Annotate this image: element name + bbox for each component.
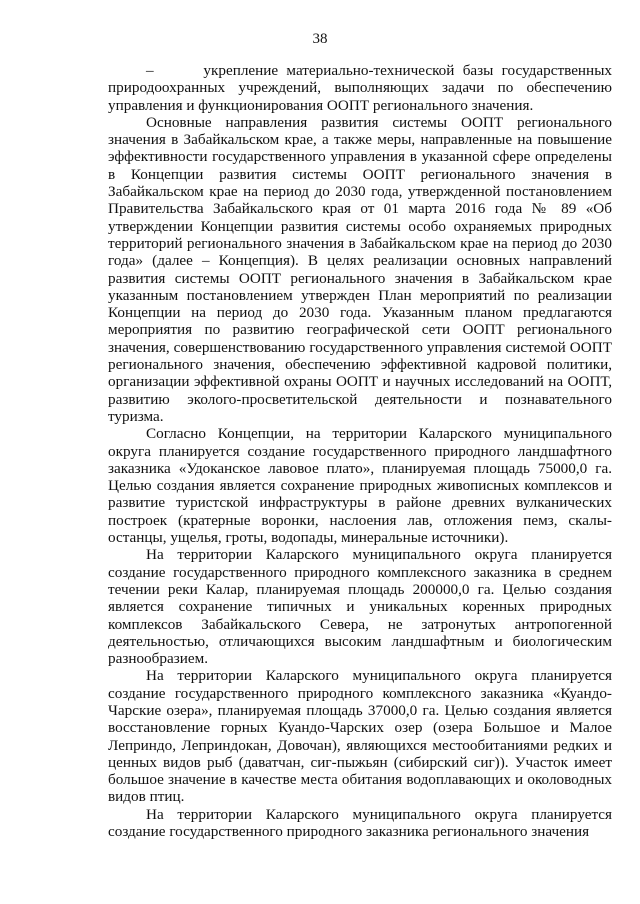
paragraph-bullet-material-base: – укрепление материально-технической базы государственных природоохранных учреждений, выполняющих задачи по обеспечению управления и функционирования ООПТ регионального значения. — [108, 62, 612, 114]
document-body — [108, 62, 612, 840]
page-number: 38 — [312, 31, 328, 47]
paragraph-kalar-river-reserve: На территории Каларского муниципального округа планируется создание государственного природного комплексного заказника в среднем течении реки Калар, планируемая площадь 200000,0 га. Целью создания является сохранение типичных и уникальных коренных природных комплексов Забайкальского Севера, не затронутых антропогенной деятельностью, отличающихся высоким ландшафтным и биологическим разнообразием. — [108, 546, 612, 668]
paragraph-kuando-chara-lakes: На территории Каларского муниципального округа планируется создание государственного природного комплексного заказника «Куандо-Чарские озера», планируемая площадь 37000,0 га. Целью создания является восстановление горных Куандо-Чарских озер (озера Большое и Малое Леприндо, Леприндокан, Довочан), являющихся местообитаниями редких и ценных видов рыб (даватчан, сиг-пыжьян (сибирский сиг)). Участок имеет большое значение в качестве места обитания водоплавающих и околоводных видов птиц. — [108, 667, 612, 806]
paragraph-regional-reserve: На территории Каларского муниципального округа планируется создание государственного природного заказника регионального значения — [108, 805, 612, 841]
paragraph-concept-directions: Основные направления развития системы ООПТ регионального значения в Забайкальском крае, а также меры, направленные на повышение эффективности государственного управления в указанной сфере определены в Концепции развития системы ООПТ регионального значения в Забайкальском крае на период до 2030 года, утвержденной постановлением Правительства Забайкальского края от 01 марта 2016 года № 89 «Об утверждении Концепции развития системы особо охраняемых природных территорий регионального значения в Забайкальском крае на период до 2030 года» (далее – Концепция). В целях реализации основных направлений развития системы ООПТ регионального значения в Забайкальском крае указанным постановлением утвержден План мероприятий по реализации Концепции на период до 2030 года. Указанным планом предлагаются мероприятия по развитию географической сети ООПТ регионального значения, совершенствованию государственного управления системой ООПТ регионального значения, обеспечению эффективной кадровой политики, организации эффективной охраны ООПТ и научных исследований на ООПТ, развитию эколого-просветительской деятельности и познавательного туризма. — [108, 113, 612, 425]
paragraph-udokan-plateau: Согласно Концепции, на территории Каларского муниципального округа планируется создание государственного природного ландшафтного заказника «Удоканское лавовое плато», планируемая площадь 75000,0 га. Целью создания является сохранение природных живописных комплексов и развитие туристской инфраструктуры в районе древних вулканических построек (кратерные воронки, наслоения лав, отложения пемз, скалы-останцы, ущелья, гроты, водопады, минеральные источники). — [108, 425, 612, 547]
